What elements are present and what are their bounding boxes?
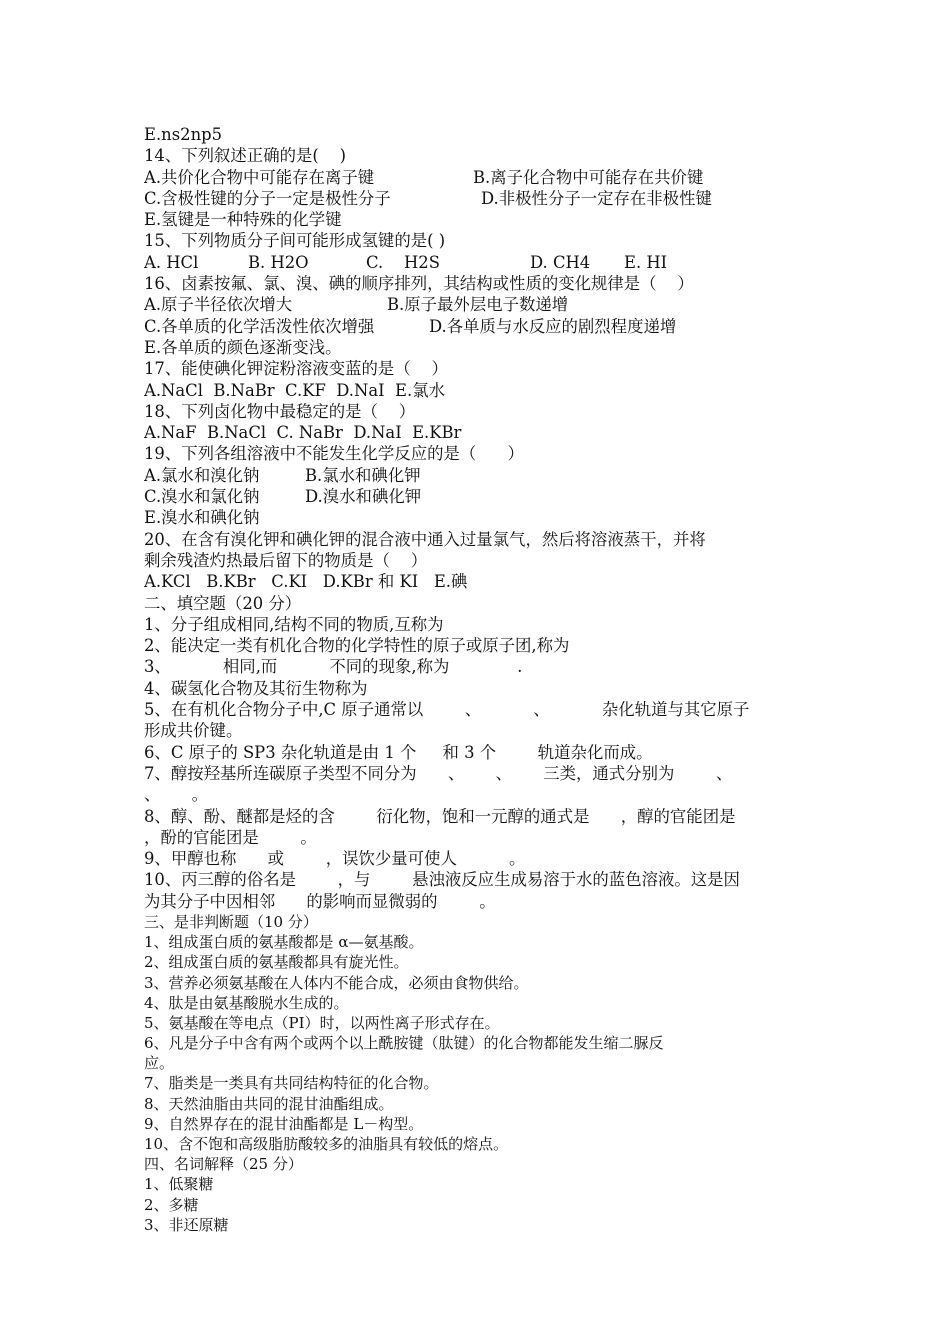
q19-option-c: C.溴水和氯化钠 xyxy=(144,487,260,507)
judge-line-11: 10、含不饱和高级脂肪酸较多的油脂具有较低的熔点。 xyxy=(144,1135,509,1154)
fill-line-10: 8、醇、酚、醚都是烃的含 衍化物，饱和一元醇的通式是 ，醇的官能团是 xyxy=(144,806,736,826)
term-1: 1、低聚糖 xyxy=(144,1175,214,1194)
fill-line-2: 2、能决定一类有机化合物的化学特性的原子或原子团,称为 xyxy=(144,636,570,656)
q18-options: A.NaF B.NaCl C. NaBr D.NaI E.KBr xyxy=(144,423,462,443)
term-2: 2、多糖 xyxy=(144,1195,199,1214)
judge-line-10: 9、自然界存在的混甘油酯都是 L－构型。 xyxy=(144,1114,424,1133)
q15-stem: 15、下列物质分子间可能形成氢键的是( ) xyxy=(144,231,446,251)
q19-option-d: D.溴水和碘化钾 xyxy=(305,487,422,507)
judge-line-7: 应。 xyxy=(144,1054,175,1073)
fill-line-12: 9、甲醇也称 或 ，误饮少量可使人 。 xyxy=(144,849,526,869)
q16-option-c: C.各单质的化学活泼性依次增强 xyxy=(144,316,375,336)
fill-line-11: ，酚的官能团是 。 xyxy=(144,827,317,847)
q16-option-b: B.原子最外层电子数递增 xyxy=(387,295,569,315)
q19-options-cd xyxy=(144,486,824,507)
q14-option-d: D.非极性分子一定存在非极性键 xyxy=(481,188,712,208)
fill-line-4: 4、碳氢化合物及其衍生物称为 xyxy=(144,678,368,698)
q16-options-cd xyxy=(144,316,824,337)
document-body xyxy=(144,124,824,1235)
fill-line-9: 、 。 xyxy=(144,785,209,805)
fill-line-1: 1、分子组成相同,结构不同的物质,互称为 xyxy=(144,614,444,634)
q17-options: A.NaCl B.NaBr C.KF D.NaI E.氯水 xyxy=(144,380,445,400)
q19-options-ab xyxy=(144,465,824,486)
q16-stem: 16、卤素按氟、氯、溴、碘的顺序排列，其结构或性质的变化规律是（ ） xyxy=(144,274,694,294)
q14-option-b: B.离子化合物中可能存在共价键 xyxy=(473,167,704,187)
section4-title: 四、名词解释（25 分） xyxy=(144,1155,303,1174)
section2-title: 二、填空题（20 分） xyxy=(144,593,302,613)
q14-option-c: C.含极性键的分子一定是极性分子 xyxy=(144,188,391,208)
fill-line-14: 为其分子中因相邻 的影响而显微弱的 。 xyxy=(144,891,496,911)
q19-option-b: B.氯水和碘化钾 xyxy=(305,465,421,485)
q19-option-a: A.氯水和溴化钠 xyxy=(144,465,260,485)
q19-option-e: E.溴水和碘化钠 xyxy=(144,508,260,528)
q15-option-d: D. CH4 xyxy=(530,252,591,272)
q16-option-e: E.各单质的颜色逐渐变浅。 xyxy=(144,337,342,357)
q20-stem-line2: 剩余残渣灼热最后留下的物质是（ ） xyxy=(144,550,428,570)
fill-line-6: 形成共价键。 xyxy=(144,721,243,741)
judge-line-2: 2、组成蛋白质的氨基酸都具有旋光性。 xyxy=(144,953,409,972)
fill-line-5: 5、在有机化合物分子中,C 原子通常以 、 、 杂化轨道与其它原子 xyxy=(144,700,750,720)
judge-line-5: 5、氨基酸在等电点（PI）时，以两性离子形式存在。 xyxy=(144,1013,500,1032)
q17-stem: 17、能使碘化钾淀粉溶液变蓝的是（ ） xyxy=(144,359,448,379)
q14-stem: 14、下列叙述正确的是( ) xyxy=(144,146,347,166)
q14-options-cd xyxy=(144,188,824,209)
q13-option-e: E.ns2np5 xyxy=(144,125,223,144)
judge-line-6: 6、凡是分子中含有两个或两个以上酰胺键（肽键）的化合物都能发生缩二脲反 xyxy=(144,1034,664,1053)
judge-line-3: 3、营养必须氨基酸在人体内不能合成，必须由食物供给。 xyxy=(144,973,529,992)
q14-options-ab xyxy=(144,167,824,188)
q20-options: A.KCl B.KBr C.KI D.KBr 和 KI E.碘 xyxy=(144,572,468,592)
judge-line-9: 8、天然油脂由共同的混甘油酯组成。 xyxy=(144,1094,394,1113)
q15-option-a: A. HCl xyxy=(144,252,199,272)
fill-line-8: 7、醇按羟基所连碳原子类型不同分为 、 、 三类，通式分别为 、 xyxy=(144,763,733,783)
fill-line-7: 6、C 原子的 SP3 杂化轨道是由 1 个 和 3 个 轨道杂化而成。 xyxy=(144,742,653,762)
q14-option-e: E.氢键是一种特殊的化学键 xyxy=(144,210,342,230)
q15-option-b: B. H2O xyxy=(248,252,309,272)
term-3: 3、非还原糖 xyxy=(144,1215,229,1234)
q16-option-d: D.各单质与水反应的剧烈程度递增 xyxy=(429,316,677,336)
q14-option-a: A.共价化合物中可能存在离子键 xyxy=(144,167,375,187)
q16-option-a: A.原子半径依次增大 xyxy=(144,295,293,315)
fill-line-13: 10、丙三醇的俗名是 ，与 悬浊液反应生成易溶于水的蓝色溶液。这是因 xyxy=(144,870,740,890)
fill-line-3: 3、 相同,而 不同的现象,称为 . xyxy=(144,657,523,677)
q15-option-c: C. H2S xyxy=(366,252,440,272)
section3-title: 三、是非判断题（10 分） xyxy=(144,912,318,931)
q20-stem-line1: 20、在含有溴化钾和碘化钾的混合液中通入过量氯气，然后将溶液蒸干，并将 xyxy=(144,529,706,549)
judge-line-1: 1、组成蛋白质的氨基酸都是 α—氨基酸。 xyxy=(144,933,424,952)
q18-stem: 18、下列卤化物中最稳定的是（ ） xyxy=(144,401,416,421)
q16-options-ab xyxy=(144,294,824,315)
judge-line-8: 7、脂类是一类具有共同结构特征的化合物。 xyxy=(144,1074,439,1093)
q15-option-e: E. HI xyxy=(624,252,668,272)
q19-stem: 19、下列各组溶液中不能发生化学反应的是（ ） xyxy=(144,444,524,464)
q15-options xyxy=(144,252,824,273)
judge-line-4: 4、肽是由氨基酸脱水生成的。 xyxy=(144,993,349,1012)
